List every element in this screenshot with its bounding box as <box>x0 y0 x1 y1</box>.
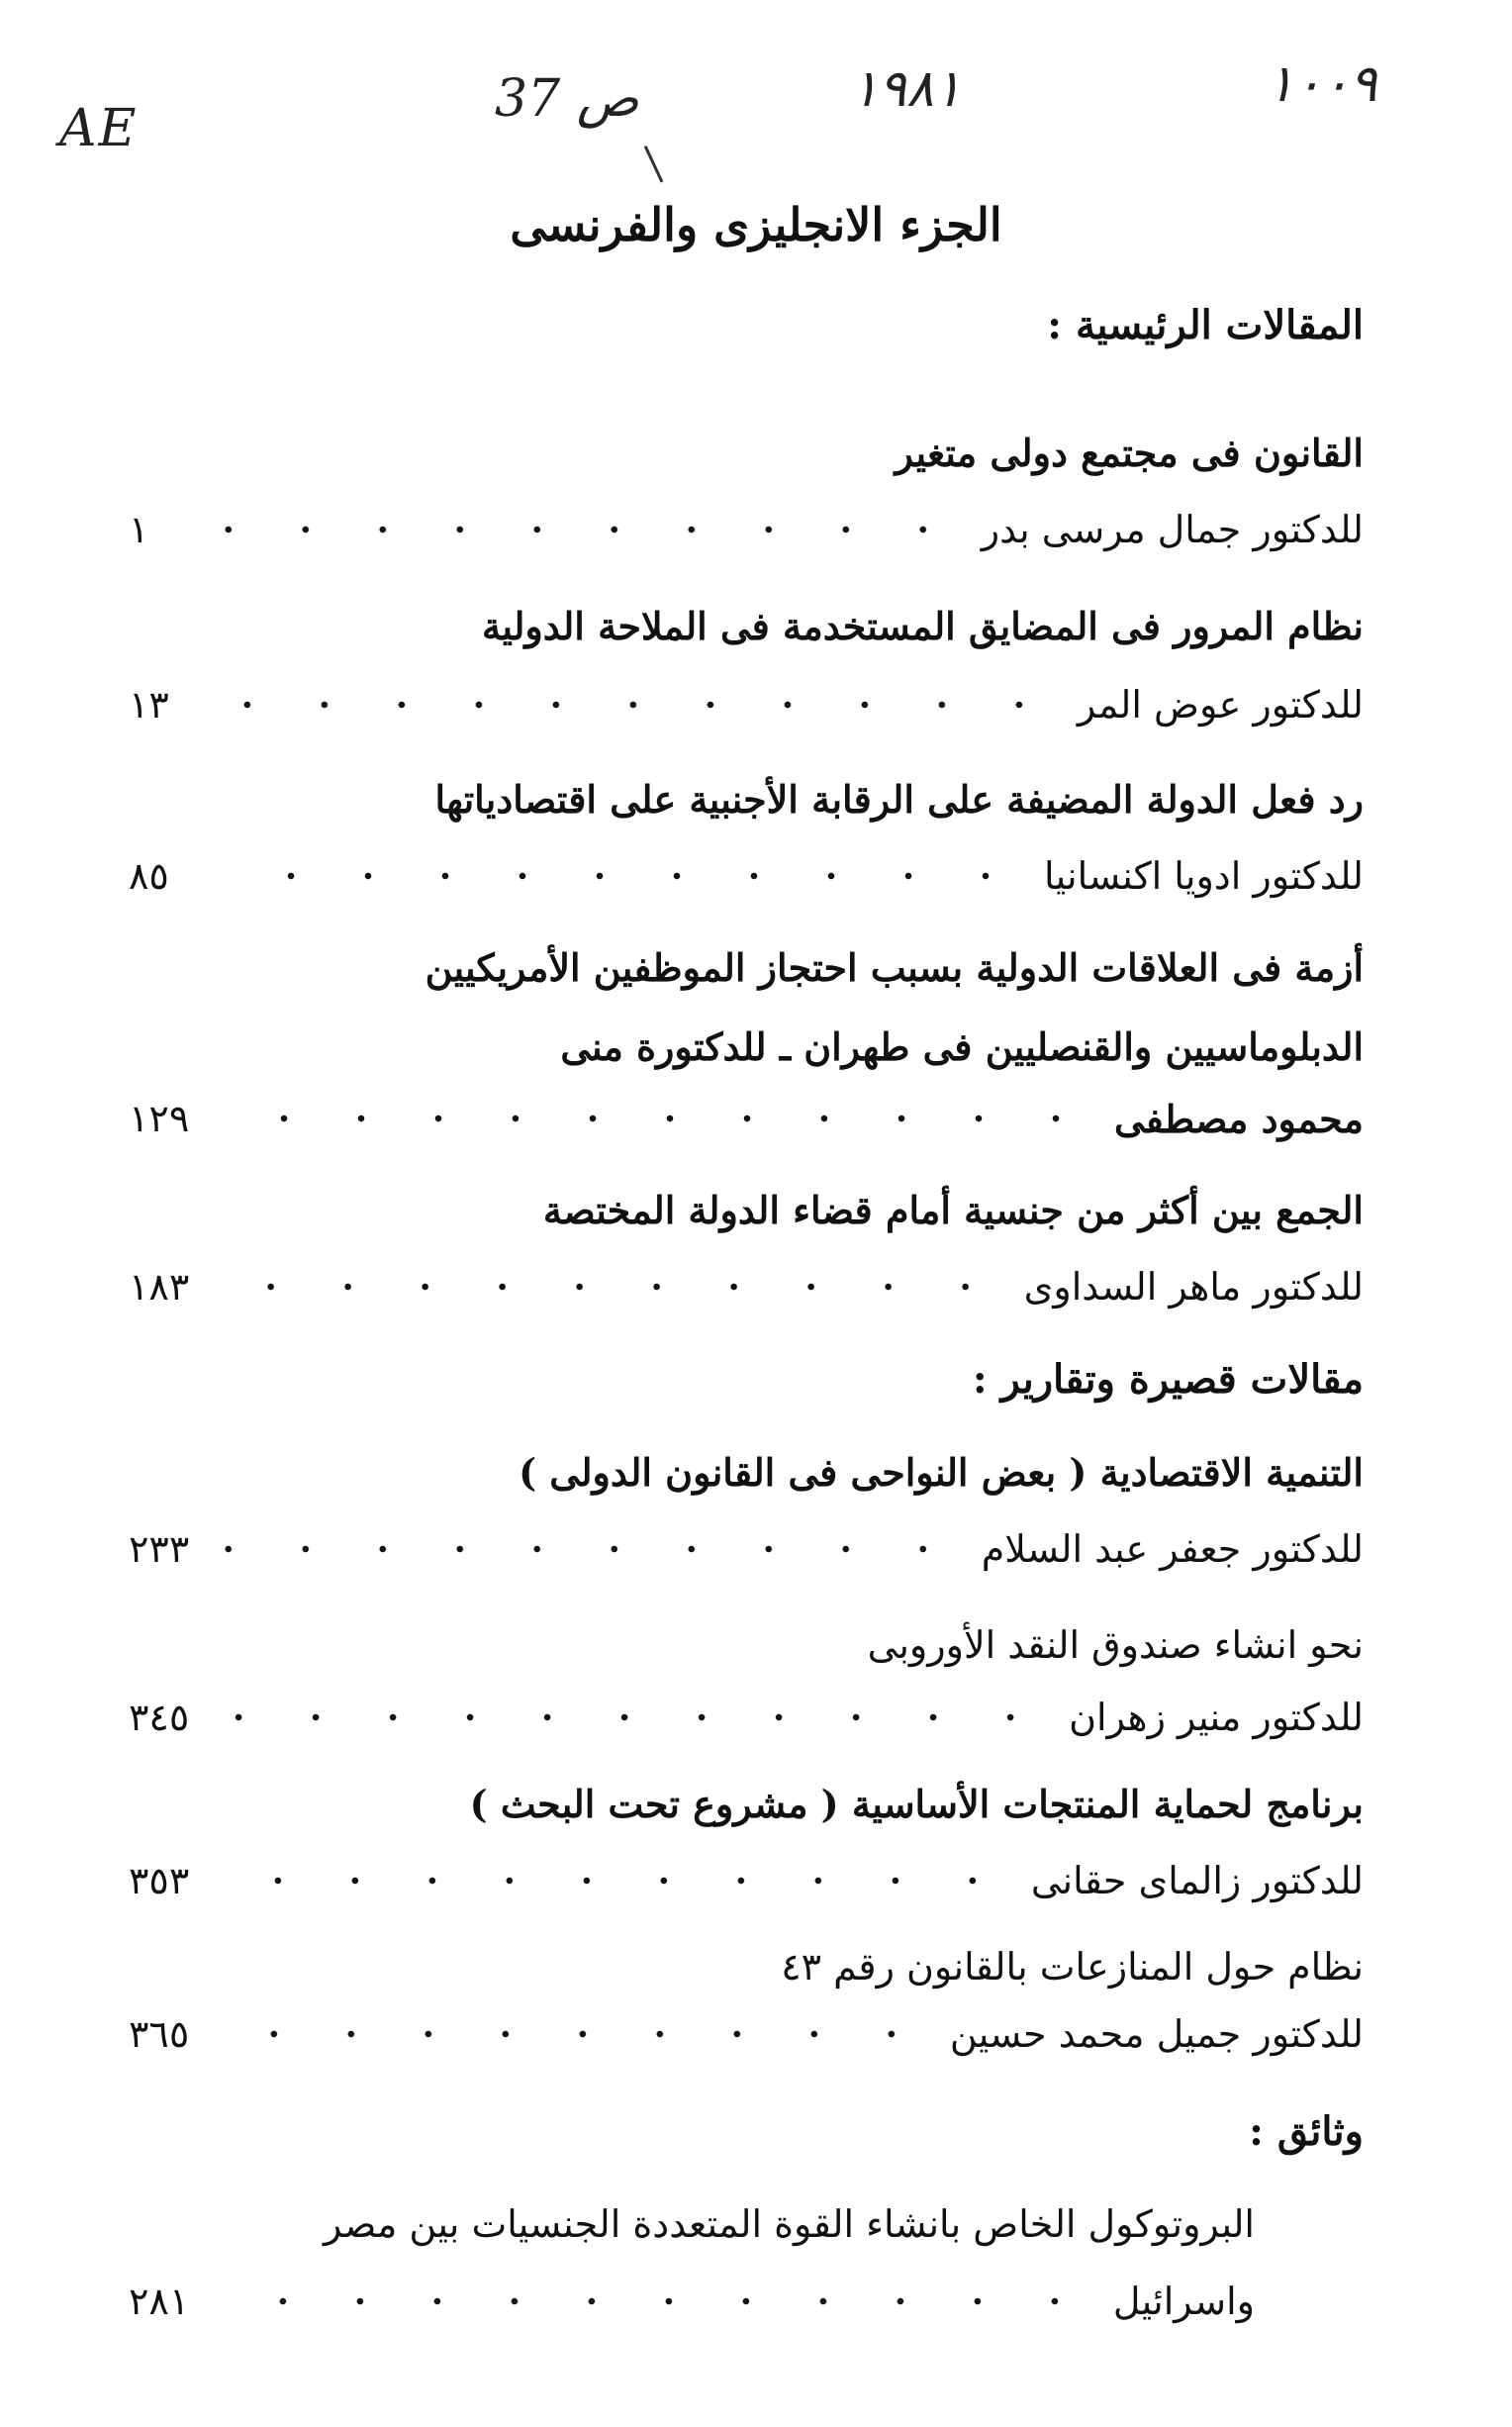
entry-title-line: نظام المرور فى المضايق المستخدمة فى الملاحة الدولية <box>482 604 1364 648</box>
toc-entry-row <box>129 500 1364 559</box>
toc-entry-row <box>129 2272 1255 2331</box>
dot-leader <box>218 1876 1011 1886</box>
entry-author: للدكتور جمال مرسى بدر <box>981 508 1364 551</box>
toc-entry-row <box>129 2004 1364 2064</box>
entry-title-line: برنامج لحماية المنتجات الأساسية ( مشروع تحت البحث ) <box>469 1782 1364 1826</box>
entry-page-number: ٣٥٣ <box>129 1859 190 1902</box>
entry-title-line: التنمية الاقتصادية ( بعض النواحى فى القانون الدولى ) <box>519 1450 1364 1495</box>
dot-leader <box>218 1712 1049 1722</box>
entry-title-line: نحو انشاء صندوق النقد الأوروبى <box>867 1623 1364 1667</box>
dot-leader <box>218 525 962 534</box>
toc-entry-row <box>129 846 1364 906</box>
entry-title-line: البروتوكول الخاص بانشاء القوة المتعددة الجنسيات بين مصر <box>324 2202 1255 2246</box>
dot-leader <box>218 1114 1094 1123</box>
toc-entry-row <box>129 1089 1364 1148</box>
entry-page-number: ٣٦٥ <box>129 2012 190 2056</box>
dot-leader <box>218 871 1024 881</box>
entry-title-line: الدبلوماسيين والقنصليين فى طهران ـ للدكتورة منى <box>560 1024 1364 1069</box>
dot-leader <box>218 700 1058 710</box>
dot-leader <box>218 2029 930 2039</box>
entry-author: للدكتور عوض المر <box>1077 683 1364 727</box>
handwritten-note-left-center: 37 ص <box>495 69 639 129</box>
dot-leader <box>218 1544 962 1554</box>
entry-author: للدكتور جعفر عبد السلام <box>981 1527 1364 1571</box>
entry-title-line: نظام حول المنازعات بالقانون رقم ٤٣ <box>781 1945 1364 1989</box>
handwritten-note-right: ١٠٠٩ <box>1267 54 1377 114</box>
entry-page-number: ١ <box>129 508 149 551</box>
toc-entry-row <box>129 1688 1364 1747</box>
toc-entry-row <box>129 1851 1364 1910</box>
entry-page-number: ٨٥ <box>129 854 169 898</box>
entry-title-line: الجمع بين أكثر من جنسية أمام قضاء الدولة المختصة <box>542 1188 1364 1232</box>
entry-page-number: ١٣ <box>129 683 169 727</box>
entry-author: للدكتور زالماى حقانى <box>1030 1859 1364 1902</box>
entry-page-number: ٣٤٥ <box>129 1696 190 1739</box>
entry-author: للدكتور ماهر السداوى <box>1023 1265 1364 1309</box>
toc-entry-row <box>129 675 1364 734</box>
section-heading-main: المقالات الرئيسية : <box>1047 302 1364 348</box>
entry-author: محمود مصطفى <box>1113 1096 1364 1141</box>
handwritten-note-top-left: AE <box>59 99 139 158</box>
handwritten-note-center: ١٩٨١ <box>851 59 962 119</box>
section-heading-short: مقالات قصيرة وتقارير : <box>972 1356 1364 1403</box>
entry-author: للدكتور جميل محمد حسين <box>949 2012 1364 2056</box>
entry-author: واسرائيل <box>1112 2280 1255 2323</box>
handwritten-stroke <box>626 146 664 191</box>
dot-leader <box>218 1282 1004 1292</box>
entry-author: للدكتور منير زهران <box>1069 1696 1364 1739</box>
entry-title-line: القانون فى مجتمع دولى متغير <box>895 431 1364 475</box>
toc-entry-row <box>129 1257 1364 1316</box>
entry-page-number: ١٨٣ <box>129 1265 190 1309</box>
page-title: الجزء الانجليزى والفرنسى <box>510 198 1002 251</box>
dot-leader <box>218 2296 1093 2306</box>
entry-title-line: أزمة فى العلاقات الدولية بسبب احتجاز الموظفين الأمريكيين <box>425 945 1364 990</box>
section-heading-docs: وثائق : <box>1249 2108 1364 2155</box>
entry-author: للدكتور ادويا اكنسانيا <box>1044 854 1364 898</box>
entry-page-number: ٢٣٣ <box>129 1527 190 1571</box>
toc-entry-row <box>129 1519 1364 1579</box>
entry-title-line: رد فعل الدولة المضيفة على الرقابة الأجنبية على اقتصادياتها <box>434 777 1364 822</box>
entry-page-number: ١٢٩ <box>129 1097 190 1140</box>
entry-page-number: ٢٨١ <box>129 2280 190 2323</box>
